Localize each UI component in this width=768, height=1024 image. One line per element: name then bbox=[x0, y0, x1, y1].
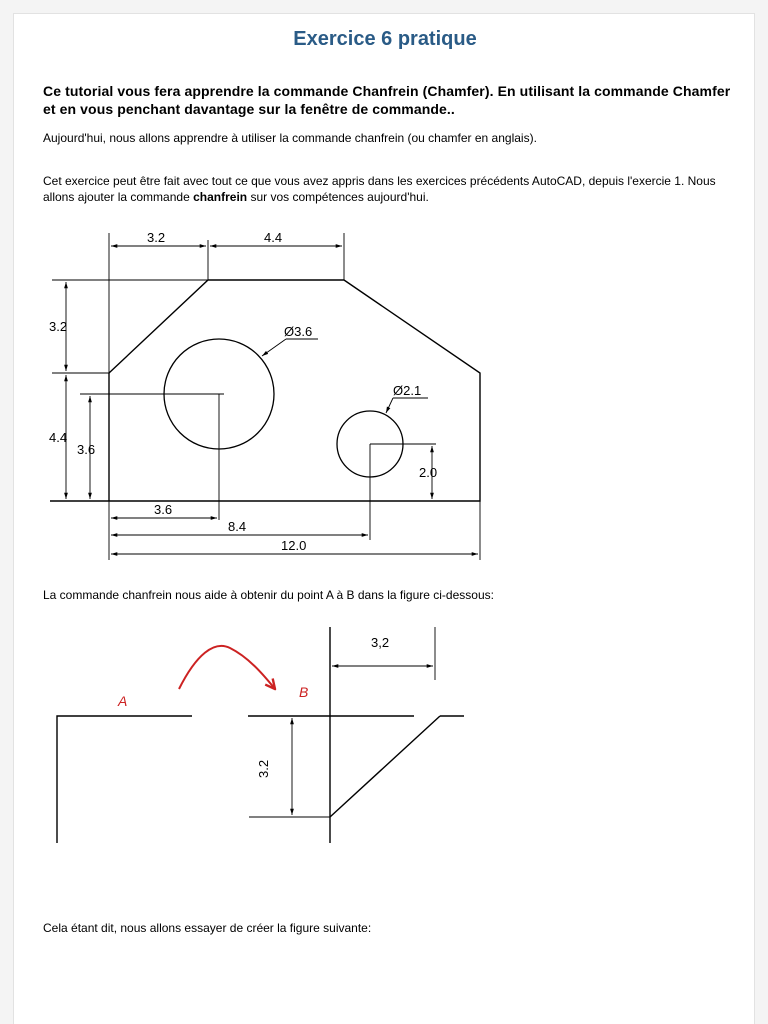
dim-bottom-1-label: 3.6 bbox=[154, 502, 173, 517]
red-curved-arrow bbox=[179, 646, 275, 689]
page-title: Exercice 6 pratique bbox=[293, 28, 477, 50]
dim-inner-height-label: 3.6 bbox=[77, 442, 96, 457]
corner-a bbox=[57, 716, 192, 843]
dim-big-circle-label: Ø3.6 bbox=[284, 324, 313, 339]
dim-left-lower-label: 4.4 bbox=[49, 430, 68, 445]
intro-paragraph: Ce tutorial vous fera apprendre la commande Chanfrein (Chamfer). En utilisant la commande Chamfer et en vous penchant davantage sur la fenêtre de commande.. bbox=[43, 83, 731, 117]
dim-small-height-label: 2.0 bbox=[419, 465, 438, 480]
dim-small-circle-label: Ø2.1 bbox=[393, 383, 422, 398]
dim-vertical-label: 3.2 bbox=[256, 759, 271, 778]
dim-bottom-3-label: 12.0 bbox=[281, 538, 307, 553]
dim-bottom-2-label: 8.4 bbox=[228, 519, 247, 534]
dim-left-upper-label: 3.2 bbox=[49, 319, 68, 334]
paragraph-2-text: Cet exercice peut être fait avec tout ce que vous avez appris dans les exercices précédents AutoCAD, depuis l'exercie 1. Nous allons ajouter la commande bbox=[43, 174, 716, 204]
dim-top-left-label: 3.2 bbox=[147, 230, 166, 245]
dim-horizontal-label: 3,2 bbox=[371, 635, 390, 650]
paragraph-1: Aujourd'hui, nous allons apprendre à utiliser la commande chanfrein (ou chamfer en anglais). bbox=[43, 131, 537, 145]
dim-top-right-label: 4.4 bbox=[264, 230, 283, 245]
chamfer-line bbox=[330, 716, 440, 817]
paragraph-2-text-end: sur vos compétences aujourd'hui. bbox=[247, 190, 429, 204]
label-b: B bbox=[299, 684, 309, 700]
label-a: A bbox=[118, 693, 128, 709]
paragraph-4: Cela étant dit, nous allons essayer de créer la figure suivante: bbox=[43, 921, 372, 935]
paragraph-2-bold: chanfrein bbox=[193, 190, 248, 204]
paragraph-3: La commande chanfrein nous aide à obtenir du point A à B dans la figure ci-dessous: bbox=[43, 588, 494, 602]
